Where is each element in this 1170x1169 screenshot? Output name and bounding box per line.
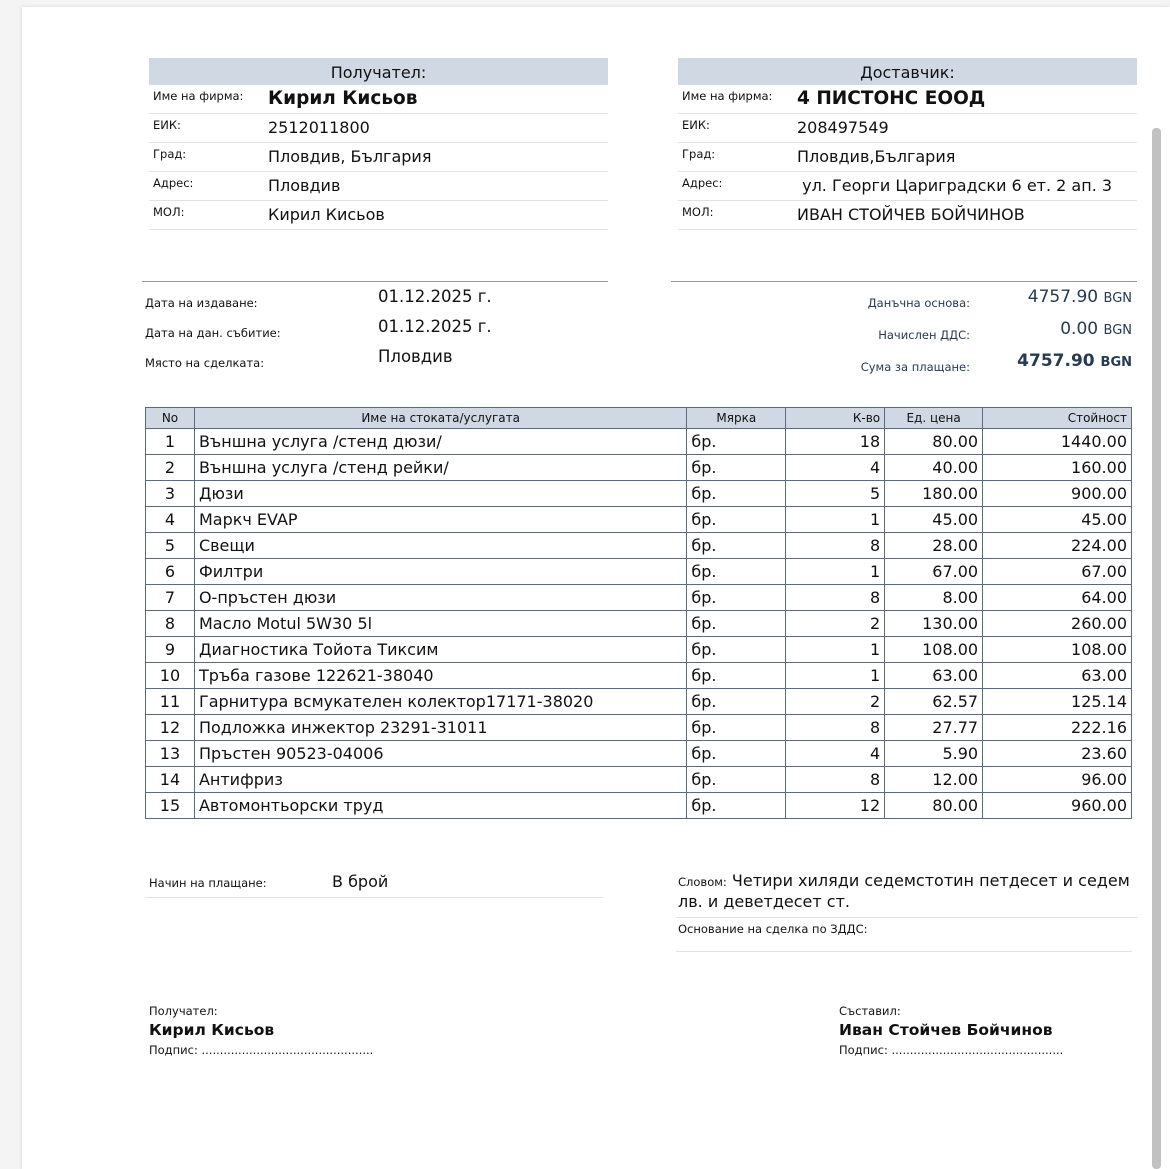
tax-base-label: Данъчна основа:: [867, 296, 970, 310]
tax-event-date: 01.12.2025 г.: [378, 317, 492, 336]
total-amount: 4757.90: [1017, 351, 1095, 371]
items-table: [145, 407, 1132, 819]
recipient-company-name: Кирил Кисьов: [268, 88, 418, 109]
item-price: 80.00: [885, 793, 983, 819]
item-unit: бр.: [687, 455, 786, 481]
item-price: 62.57: [885, 689, 983, 715]
item-unit: бр.: [687, 793, 786, 819]
item-unit: бр.: [687, 481, 786, 507]
field-label: ЕИК:: [682, 118, 710, 132]
item-qty: 12: [786, 793, 885, 819]
item-no: 11: [146, 689, 195, 715]
supplier-city-row: [678, 143, 1137, 172]
item-name: Подложка инжектор 23291-31011: [194, 715, 686, 741]
payment-label: Начин на плащане:: [149, 876, 267, 890]
item-amount: 67.00: [983, 559, 1132, 585]
field-label: МОЛ:: [682, 205, 714, 219]
table-row: [146, 663, 1132, 689]
vat-basis-row: [676, 916, 1132, 952]
item-no: 14: [146, 767, 195, 793]
item-price: 180.00: [885, 481, 983, 507]
item-unit: бр.: [687, 663, 786, 689]
signature-line: Подпис: ...............................................: [839, 1043, 1064, 1057]
item-no: 10: [146, 663, 195, 689]
recipient-mol-row: [149, 201, 608, 230]
item-unit: бр.: [687, 689, 786, 715]
item-name: Автомонтьорски труд: [194, 793, 686, 819]
table-row: [146, 767, 1132, 793]
in-words-value: Четири хиляди седемстотин петдесет и седем лв. и деветдесет ст.: [678, 871, 1130, 911]
vat-value: [1060, 319, 1132, 339]
item-qty: 5: [786, 481, 885, 507]
item-name: О-пръстен дюзи: [194, 585, 686, 611]
item-amount: 1440.00: [983, 429, 1132, 455]
supplier-eik: 208497549: [797, 118, 889, 137]
supplier-block: [678, 58, 1137, 230]
item-no: 12: [146, 715, 195, 741]
vat-amount: 0.00: [1060, 319, 1099, 339]
tax-event-label: Дата на дан. събитие:: [145, 326, 281, 340]
supplier-city: Пловдив,България: [797, 147, 956, 166]
item-price: 63.00: [885, 663, 983, 689]
table-row: [146, 611, 1132, 637]
place: Пловдив: [378, 347, 453, 366]
item-unit: бр.: [687, 715, 786, 741]
tax-base-amount: 4757.90: [1027, 287, 1099, 307]
table-row: [146, 429, 1132, 455]
item-amount: 900.00: [983, 481, 1132, 507]
item-amount: 45.00: [983, 507, 1132, 533]
payment-method: В брой: [332, 872, 389, 891]
item-amount: 160.00: [983, 455, 1132, 481]
tax-base-row: [672, 285, 1134, 317]
table-row: [146, 585, 1132, 611]
composer-signature: [839, 1004, 1063, 1057]
column-header-no: No: [146, 408, 195, 429]
item-no: 7: [146, 585, 195, 611]
recipient-eik-row: [149, 114, 608, 143]
item-price: 108.00: [885, 637, 983, 663]
item-amount: 64.00: [983, 585, 1132, 611]
tax-base-value: [1028, 287, 1132, 307]
item-no: 9: [146, 637, 195, 663]
item-qty: 4: [786, 455, 885, 481]
signature-caption: Съставил:: [839, 1004, 901, 1018]
supplier-heading: Доставчик:: [678, 58, 1137, 85]
recipient-signature: [149, 1004, 373, 1057]
supplier-eik-row: [678, 114, 1137, 143]
in-words-label: Словом:: [678, 875, 727, 889]
issue-date: 01.12.2025 г.: [378, 287, 492, 306]
items-body: [146, 429, 1132, 819]
currency: BGN: [1103, 323, 1132, 338]
recipient-city: Пловдив, България: [268, 147, 432, 166]
item-qty: 4: [786, 741, 885, 767]
table-row: [146, 507, 1132, 533]
field-label: Име на фирма:: [682, 89, 773, 103]
column-header-price: Ед. цена: [885, 408, 983, 429]
recipient-block: [149, 58, 608, 230]
column-header-unit: Мярка: [687, 408, 786, 429]
item-qty: 8: [786, 715, 885, 741]
item-unit: бр.: [687, 611, 786, 637]
field-label: ЕИК:: [153, 118, 181, 132]
field-label: Име на фирма:: [153, 89, 244, 103]
item-no: 13: [146, 741, 195, 767]
vat-row: [672, 317, 1134, 349]
item-amount: 125.14: [983, 689, 1132, 715]
item-unit: бр.: [687, 767, 786, 793]
supplier-company-row: [678, 85, 1137, 114]
item-price: 130.00: [885, 611, 983, 637]
item-qty: 2: [786, 689, 885, 715]
table-row: [146, 481, 1132, 507]
item-amount: 222.16: [983, 715, 1132, 741]
item-price: 27.77: [885, 715, 983, 741]
item-qty: 8: [786, 585, 885, 611]
item-no: 15: [146, 793, 195, 819]
item-unit: бр.: [687, 637, 786, 663]
vat-basis-label: Основание на сделка по ЗДДС:: [678, 922, 868, 936]
vertical-scrollbar[interactable]: [1152, 128, 1161, 1169]
item-qty: 1: [786, 663, 885, 689]
payment-row: [145, 869, 603, 898]
item-qty: 18: [786, 429, 885, 455]
item-name: Дюзи: [194, 481, 686, 507]
item-qty: 1: [786, 559, 885, 585]
signature-caption: Получател:: [149, 1004, 218, 1018]
item-name: Гарнитура всмукателен колектор17171-38020: [194, 689, 686, 715]
invoice-dates: [145, 285, 615, 375]
item-no: 8: [146, 611, 195, 637]
item-name: Външна услуга /стенд дюзи/: [194, 429, 686, 455]
column-header-qty: К-во: [786, 408, 885, 429]
item-qty: 8: [786, 767, 885, 793]
table-row: [146, 793, 1132, 819]
item-amount: 63.00: [983, 663, 1132, 689]
total-value: [1017, 351, 1132, 371]
field-label: Адрес:: [153, 176, 194, 190]
place-row: [145, 345, 615, 375]
recipient-heading: Получател:: [149, 58, 608, 85]
recipient-eik: 2512011800: [268, 118, 370, 137]
item-no: 3: [146, 481, 195, 507]
issue-date-label: Дата на издаване:: [145, 296, 258, 310]
field-label: МОЛ:: [153, 205, 185, 219]
signature-name: Иван Стойчев Бойчинов: [839, 1021, 1053, 1039]
recipient-address-row: [149, 172, 608, 201]
item-price: 40.00: [885, 455, 983, 481]
currency: BGN: [1100, 355, 1132, 370]
item-name: Пръстен 90523-04006: [194, 741, 686, 767]
item-name: Антифриз: [194, 767, 686, 793]
table-row: [146, 715, 1132, 741]
supplier-address-row: [678, 172, 1137, 201]
item-no: 5: [146, 533, 195, 559]
item-qty: 1: [786, 507, 885, 533]
supplier-company-name: 4 ПИСТОНС ЕООД: [797, 88, 986, 109]
item-amount: 96.00: [983, 767, 1132, 793]
item-no: 6: [146, 559, 195, 585]
place-label: Място на сделката:: [145, 356, 265, 370]
item-name: Тръба газове 122621-38040: [194, 663, 686, 689]
vat-label: Начислен ДДС:: [878, 328, 970, 342]
total-row: [672, 349, 1134, 381]
tax-event-row: [145, 315, 615, 345]
item-amount: 23.60: [983, 741, 1132, 767]
item-amount: 260.00: [983, 611, 1132, 637]
item-unit: бр.: [687, 429, 786, 455]
item-price: 28.00: [885, 533, 983, 559]
item-qty: 2: [786, 611, 885, 637]
recipient-mol: Кирил Кисьов: [268, 205, 385, 224]
item-price: 67.00: [885, 559, 983, 585]
issue-date-row: [145, 285, 615, 315]
table-row: [146, 559, 1132, 585]
table-row: [146, 741, 1132, 767]
invoice-totals: [672, 285, 1134, 381]
field-label: Град:: [682, 147, 716, 161]
amount-in-words: [676, 871, 1138, 918]
item-price: 8.00: [885, 585, 983, 611]
item-name: Външна услуга /стенд рейки/: [194, 455, 686, 481]
column-header-name: Име на стоката/услугата: [194, 408, 686, 429]
recipient-address: Пловдив: [268, 176, 341, 195]
item-name: Масло Motul 5W30 5l: [194, 611, 686, 637]
item-amount: 960.00: [983, 793, 1132, 819]
total-label: Сума за плащане:: [860, 360, 970, 374]
item-unit: бр.: [687, 507, 786, 533]
item-unit: бр.: [687, 533, 786, 559]
table-row: [146, 689, 1132, 715]
table-row: [146, 455, 1132, 481]
supplier-mol: ИВАН СТОЙЧЕВ БОЙЧИНОВ: [797, 205, 1025, 224]
supplier-mol-row: [678, 201, 1137, 230]
recipient-company-row: [149, 85, 608, 114]
supplier-address: ул. Георги Цариградски 6 ет. 2 ап. 3: [797, 176, 1113, 195]
item-name: Филтри: [194, 559, 686, 585]
signature-line: Подпис: ...............................................: [149, 1043, 374, 1057]
table-row: [146, 637, 1132, 663]
currency: BGN: [1103, 291, 1132, 306]
item-price: 5.90: [885, 741, 983, 767]
item-amount: 108.00: [983, 637, 1132, 663]
field-label: Град:: [153, 147, 187, 161]
item-name: Диагностика Тойота Тиксим: [194, 637, 686, 663]
table-header: [146, 408, 1132, 429]
item-name: Свещи: [194, 533, 686, 559]
divider: [671, 281, 1137, 282]
item-name: Маркч EVAP: [194, 507, 686, 533]
item-unit: бр.: [687, 559, 786, 585]
item-price: 80.00: [885, 429, 983, 455]
item-no: 2: [146, 455, 195, 481]
item-qty: 8: [786, 533, 885, 559]
divider: [142, 281, 608, 282]
item-amount: 224.00: [983, 533, 1132, 559]
recipient-city-row: [149, 143, 608, 172]
column-header-amount: Стойност: [983, 408, 1132, 429]
item-unit: бр.: [687, 585, 786, 611]
item-price: 12.00: [885, 767, 983, 793]
field-label: Адрес:: [682, 176, 723, 190]
table-row: [146, 533, 1132, 559]
item-unit: бр.: [687, 741, 786, 767]
item-no: 4: [146, 507, 195, 533]
item-qty: 1: [786, 637, 885, 663]
signature-name: Кирил Кисьов: [149, 1021, 275, 1039]
item-no: 1: [146, 429, 195, 455]
item-price: 45.00: [885, 507, 983, 533]
invoice-page: [22, 7, 1170, 1169]
